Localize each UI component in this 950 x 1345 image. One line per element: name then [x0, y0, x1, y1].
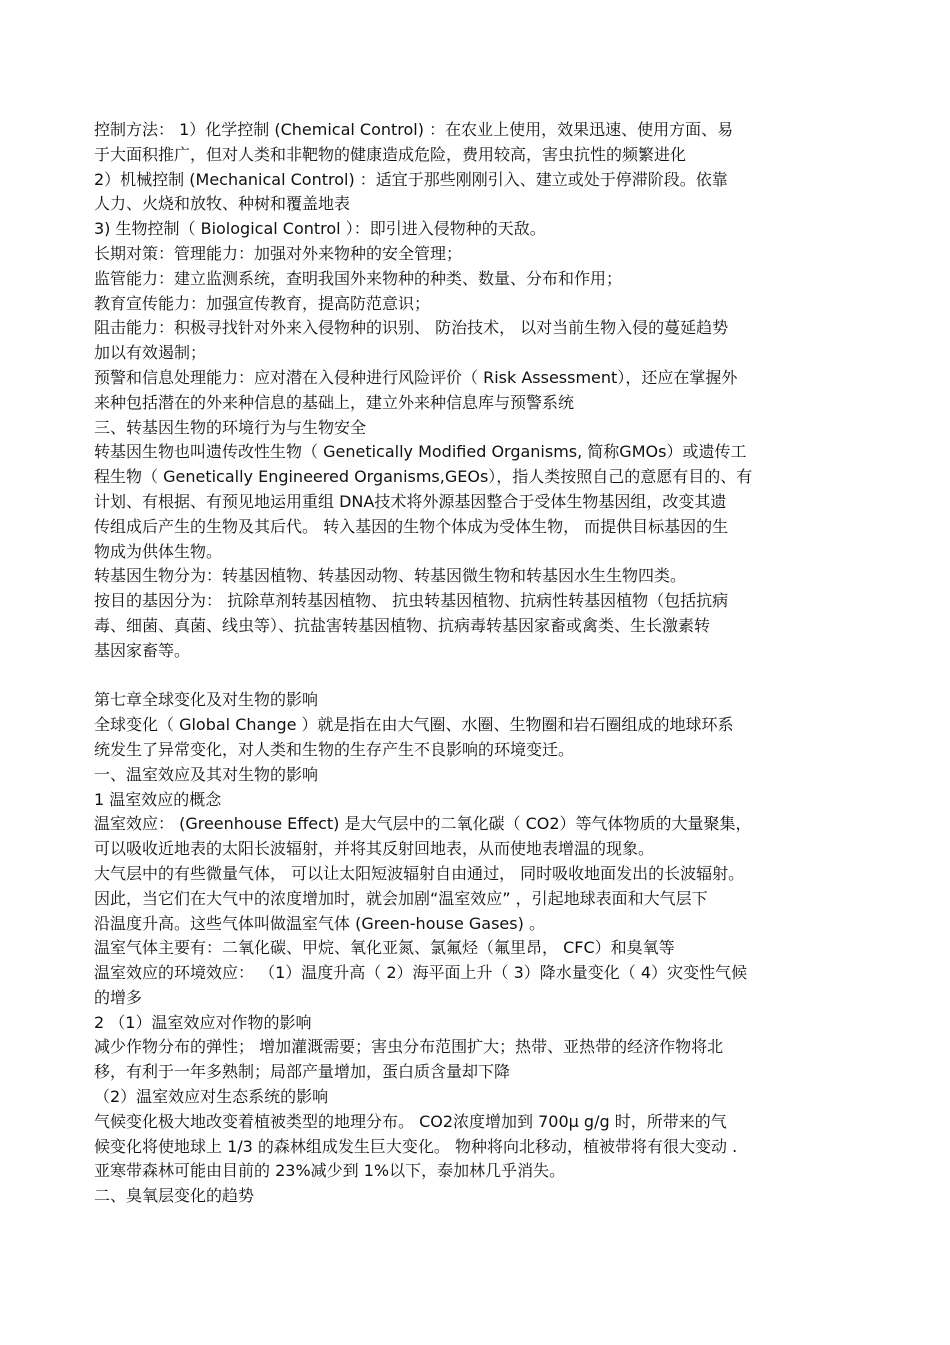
paragraph-gap [94, 664, 832, 689]
text-line: 温室效应： (Greenhouse Effect) 是大气层中的二氧化碳（ CO2）等气体物质的大量聚集， [94, 814, 752, 834]
text-line: 控制方法： 1）化学控制 (Chemical Control) ：在农业上使用，效果迅速、使用方面、易 [94, 120, 734, 139]
document-body [94, 118, 832, 1209]
text-line: 大气层中的有些微量气体， 可以让太阳短波辐射自由通过， 同时吸收地面发出的长波辐射。 [94, 863, 745, 883]
text-line: 预警和信息处理能力：应对潜在入侵种进行风险评价（ Risk Assessment），还应在掌握外 [94, 367, 738, 387]
text-line: 传组成后产生的生物及其后代。 转入基因的生物个体成为受体生物， 而提供目标基因的生 [94, 516, 729, 536]
text-line: 计划、有根据、有预见地运用重组 DNA技术将外源基因整合于受体生物基因组，改变其遗 [94, 491, 727, 511]
text-line: 2）机械控制 (Mechanical Control) ：适宜于那些刚刚引入、建立或处于停滞阶段。依靠 [94, 169, 728, 189]
chapter-heading: 第七章全球变化及对生物的影响 [94, 690, 319, 710]
text-line: 移，有利于一年多熟制；局部产量增加，蛋白质含量却下降 [94, 1062, 511, 1082]
section-heading: 一、温室效应及其对生物的影响 [94, 764, 319, 784]
text-line: 物成为供体生物。 [94, 541, 223, 561]
section-heading: 三、转基因生物的环境行为与生物安全 [94, 417, 367, 437]
text-line: 按目的基因分为： 抗除草剂转基因植物、 抗虫转基因植物、抗病性转基因植物（包括抗病 [94, 591, 729, 611]
text-line: 亚寒带森林可能由目前的 23%减少到 1%以下，泰加林几乎消失。 [94, 1161, 566, 1181]
text-line: 的增多 [94, 987, 143, 1007]
text-line: 统发生了异常变化，对人类和生物的生存产生不良影响的环境变迁。 [94, 739, 575, 759]
text-line: 人力、火烧和放牧、种树和覆盖地表 [94, 194, 351, 214]
text-line: 温室效应的环境效应： （1）温度升高（ 2）海平面上升（ 3）降水量变化（ 4）灾变性气候 [94, 963, 748, 983]
text-line: 于大面积推广，但对人类和非靶物的健康造成危险，费用较高，害虫抗性的频繁进化 [94, 144, 687, 164]
subsection-heading: 1 温室效应的概念 [94, 789, 222, 809]
text-line: 减少作物分布的弹性； 增加灌溉需要；害虫分布范围扩大；热带、亚热带的经济作物将北 [94, 1037, 724, 1057]
text-line: 3) 生物控制（ Biological Control ）：即引进入侵物种的天敌。 [94, 219, 546, 239]
text-line: 来种包括潜在的外来种信息的基础上，建立外来种信息库与预警系统 [94, 392, 575, 412]
text-line: 加以有效遏制； [94, 343, 207, 363]
text-line: 毒、细菌、真菌、线虫等）、抗盐害转基因植物、抗病毒转基因家畜或禽类、生长激素转 [94, 615, 711, 635]
text-line: 基因家畜等。 [94, 640, 191, 660]
text-line: 可以吸收近地表的太阳长波辐射，并将其反射回地表，从而使地表增温的现象。 [94, 839, 655, 859]
text-line: 候变化将使地球上 1/3 的森林组成发生巨大变化。 物种将向北移动，植被带将有很大变动 . [94, 1136, 738, 1156]
text-line: 温室气体主要有：二氧化碳、甲烷、氧化亚氮、氯氟烃（氟里昂， CFC）和臭氧等 [94, 938, 675, 958]
subsection-heading: 2 （1）温室效应对作物的影响 [94, 1012, 312, 1032]
section-heading: 二、臭氧层变化的趋势 [94, 1186, 255, 1206]
text-line: 转基因生物也叫遗传改性生物（ Genetically Modified Organisms, 简称GMOs）或遗传工 [94, 442, 747, 462]
text-line: 因此，当它们在大气中的浓度增加时，就会加剧“温室效应” ，引起地球表面和大气层下 [94, 888, 708, 908]
text-line: 长期对策：管理能力：加强对外来物种的安全管理； [94, 243, 463, 263]
text-line: 气候变化极大地改变着植被类型的地理分布。 CO2浓度增加到 700μ g/g 时，所带来的气 [94, 1111, 727, 1131]
text-line: 转基因生物分为：转基因植物、转基因动物、转基因微生物和转基因水生生物四类。 [94, 566, 687, 586]
text-line: 沿温度升高。这些气体叫做温室气体 (Green-house Gases) 。 [94, 913, 545, 933]
text-line: 全球变化（ Global Change ）就是指在由大气圈、水圈、生物圈和岩石圈组成的地球环系 [94, 715, 734, 735]
text-line: 监管能力：建立监测系统，查明我国外来物种的种类、数量、分布和作用； [94, 268, 623, 288]
text-line: 程生物（ Genetically Engineered Organisms,GEOs），指人类按照自己的意愿有目的、有 [94, 467, 753, 487]
text-line: 阻击能力：积极寻找针对外来入侵物种的识别、 防治技术， 以对当前生物入侵的蔓延趋势 [94, 318, 729, 338]
subsection-heading: （2）温室效应对生态系统的影响 [94, 1087, 329, 1107]
text-line: 教育宣传能力：加强宣传教育，提高防范意识； [94, 293, 431, 313]
